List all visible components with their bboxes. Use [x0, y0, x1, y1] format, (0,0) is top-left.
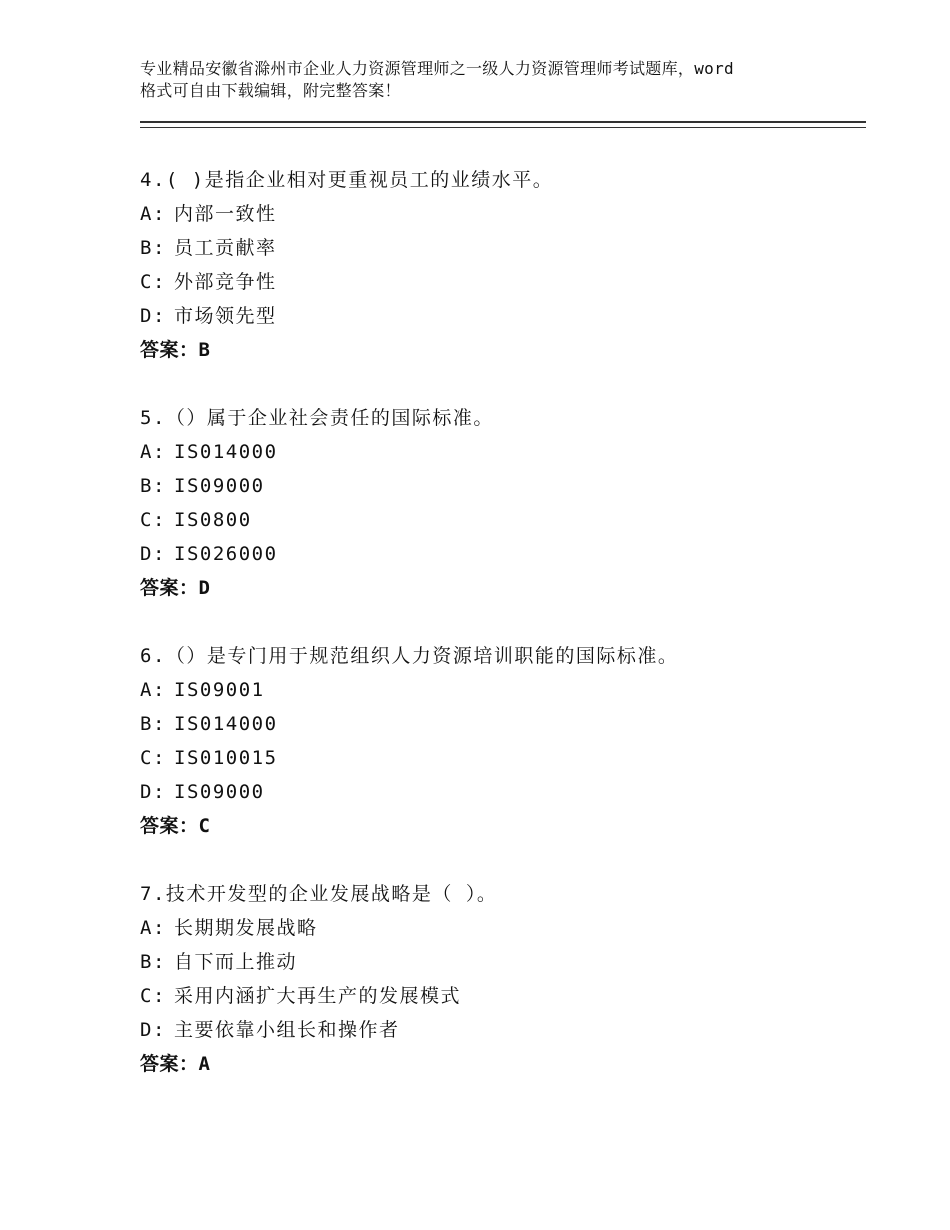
answer-value: C — [198, 815, 211, 837]
option-letter: B: — [140, 713, 166, 735]
option-a — [140, 197, 866, 231]
option-text: IS014000 — [174, 441, 278, 463]
question-list — [140, 163, 866, 1115]
answer-label: 答案： — [140, 339, 199, 361]
option-letter: C: — [140, 271, 166, 293]
answer-label: 答案： — [140, 815, 199, 837]
option-b — [140, 707, 866, 741]
question-stem: 5.（）属于企业社会责任的国际标准。 — [140, 407, 494, 429]
option-letter: C: — [140, 509, 166, 531]
option-a — [140, 911, 866, 945]
option-b — [140, 469, 866, 503]
option-text: IS014000 — [174, 713, 278, 735]
option-letter: B: — [140, 475, 166, 497]
option-text: 主要依靠小组长和操作者 — [174, 1019, 400, 1041]
question-stem: 6.（）是专门用于规范组织人力资源培训职能的国际标准。 — [140, 645, 679, 667]
header-line-1: 专业精品安徽省滁州市企业人力资源管理师之一级人力资源管理师考试题库，word — [140, 59, 734, 78]
option-text: 外部竞争性 — [174, 271, 277, 293]
answer-line — [140, 571, 866, 605]
question-stem: 7.技术开发型的企业发展战略是（ ）。 — [140, 883, 498, 905]
document-header — [140, 58, 860, 102]
option-b — [140, 945, 866, 979]
option-text: IS0800 — [174, 509, 252, 531]
option-letter: A: — [140, 441, 166, 463]
option-letter: A: — [140, 203, 166, 225]
option-c — [140, 265, 866, 299]
answer-line — [140, 1047, 866, 1081]
option-c — [140, 741, 866, 775]
option-text: IS09000 — [174, 475, 265, 497]
option-letter: C: — [140, 985, 166, 1007]
answer-value: D — [198, 577, 211, 599]
option-letter: C: — [140, 747, 166, 769]
option-d — [140, 775, 866, 809]
question-7 — [140, 877, 866, 1081]
option-b — [140, 231, 866, 265]
option-text: 长期期发展战略 — [174, 917, 318, 939]
option-text: 自下而上推动 — [174, 951, 298, 973]
header-line-2: 格式可自由下载编辑，附完整答案！ — [140, 81, 401, 100]
answer-value: B — [198, 339, 211, 361]
option-letter: A: — [140, 679, 166, 701]
answer-label: 答案： — [140, 1053, 199, 1075]
option-letter: D: — [140, 543, 166, 565]
option-c — [140, 503, 866, 537]
option-text: 采用内涵扩大再生产的发展模式 — [174, 985, 462, 1007]
question-6 — [140, 639, 866, 843]
option-d — [140, 1013, 866, 1047]
option-text: 员工贡献率 — [174, 237, 277, 259]
option-text: 市场领先型 — [174, 305, 277, 327]
question-stem: 4.( )是指企业相对更重视员工的业绩水平。 — [140, 169, 554, 191]
option-d — [140, 299, 866, 333]
option-text: IS010015 — [174, 747, 278, 769]
header-divider — [140, 121, 866, 128]
option-text: IS09001 — [174, 679, 265, 701]
option-letter: D: — [140, 1019, 166, 1041]
option-text: 内部一致性 — [174, 203, 277, 225]
option-letter: D: — [140, 781, 166, 803]
option-a — [140, 673, 866, 707]
option-letter: D: — [140, 305, 166, 327]
option-text: IS026000 — [174, 543, 278, 565]
answer-value: A — [198, 1053, 211, 1075]
answer-line — [140, 333, 866, 367]
option-text: IS09000 — [174, 781, 265, 803]
question-5 — [140, 401, 866, 605]
option-d — [140, 537, 866, 571]
option-letter: A: — [140, 917, 166, 939]
option-letter: B: — [140, 951, 166, 973]
option-letter: B: — [140, 237, 166, 259]
answer-line — [140, 809, 866, 843]
option-c — [140, 979, 866, 1013]
answer-label: 答案： — [140, 577, 199, 599]
option-a — [140, 435, 866, 469]
question-4 — [140, 163, 866, 367]
